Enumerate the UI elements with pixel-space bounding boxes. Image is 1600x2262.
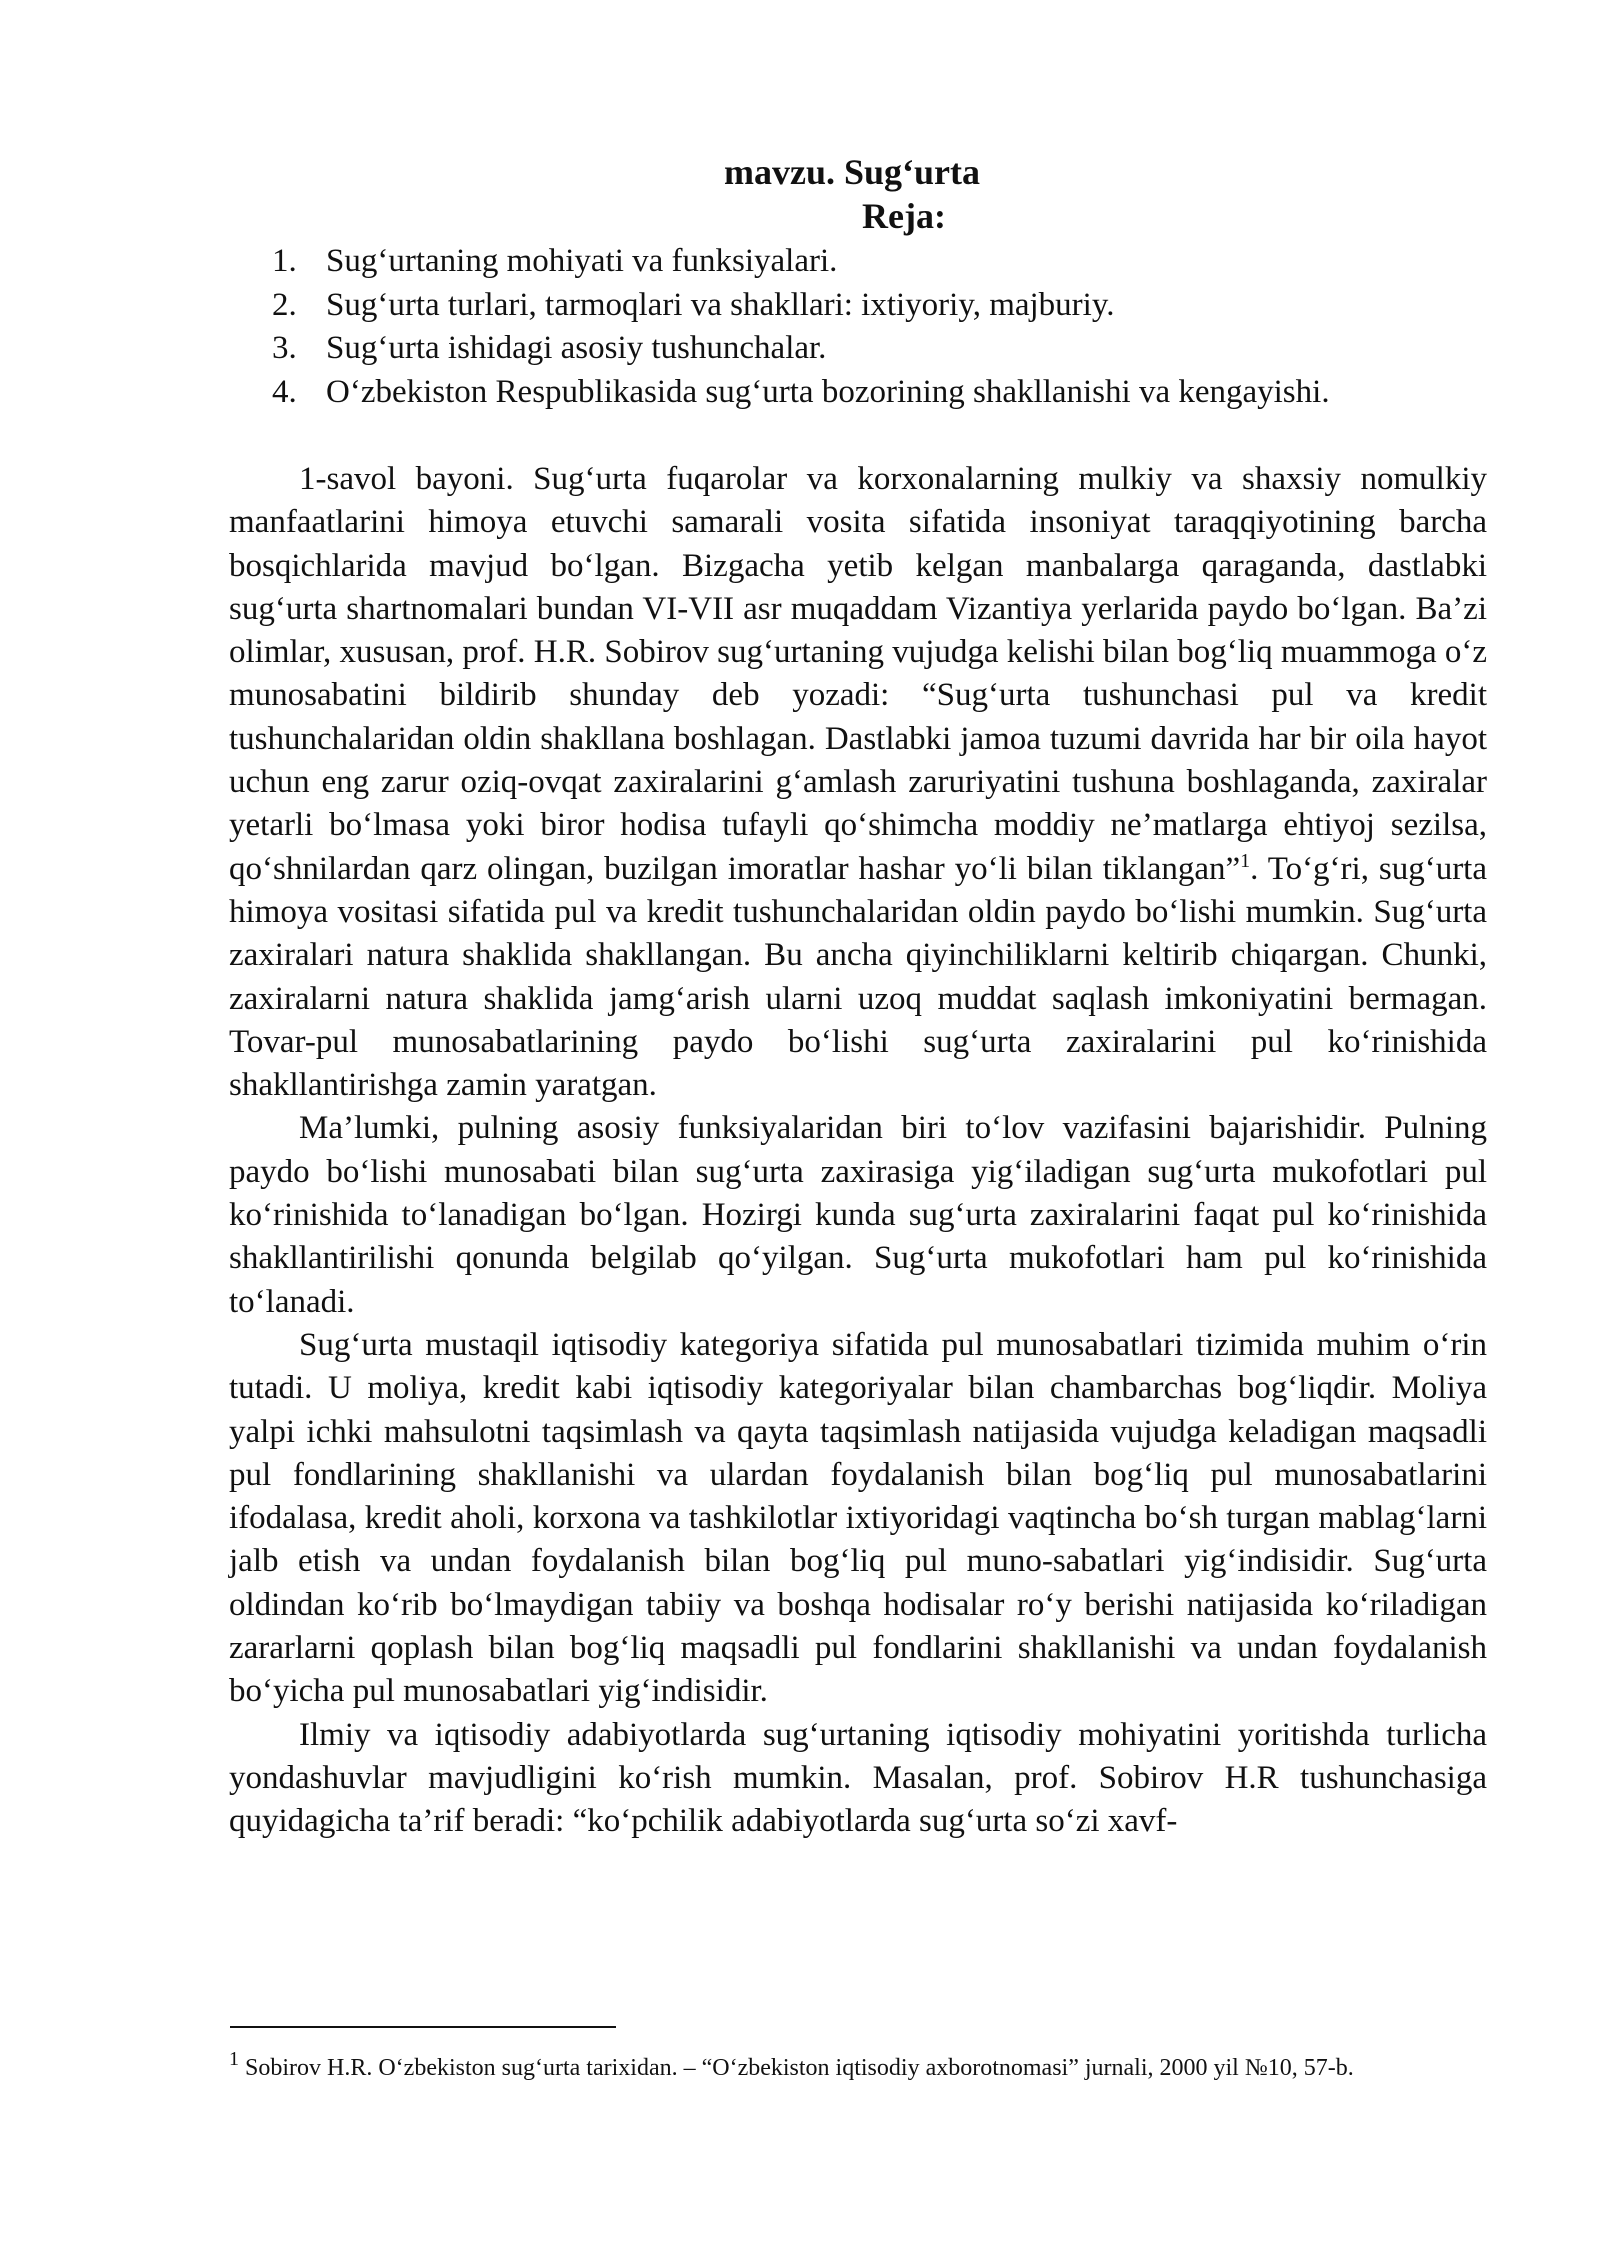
paragraph-text: 1-savol bayoni. Sug‘urta fuqarolar va korxonalarning mulkiy va shaxsiy nomulkiy manfaatlarini himoya etuvchi samarali vosita sifatida insoniyat taraqqiyotining barcha bosqichlarida mavjud bo‘lgan. Bizgacha yetib kelgan manbalarga qaraganda, dastlabki sug‘urta shartnomalari bundan VI-VII asr muqaddam Vizantiya yerlarida paydo bo‘lgan. Ba’zi olimlar, xususan, prof. H.R. Sobirov sug‘urtaning vujudga kelishi bilan bog‘liq muammoga o‘z munosabatini bildirib shunday deb yozadi: “Sug‘urta tushunchasi pul va kredit tushunchalaridan oldin shakllana boshlagan. Dastlabki jamoa tuzumi davrida har bir oila hayot uchun eng zarur oziq-ovqat zaxiralarini g‘amlash zaruriyatini tushuna boshlaganda, zaxiralar yetarli bo‘lmasa yoki biror hodisa tufayli qo‘shimcha moddiy ne’matlarga ehtiyoj sezilsa, qo‘shnilardan qarz olingan, buzilgan imoratlar hashar yo‘li bilan tiklangan” (229, 461, 1488, 887)
paragraph-text: . To‘g‘ri, sug‘urta himoya vositasi sifatida pul va kredit tushunchalaridan oldin paydo bo‘lishi mumkin. Sug‘urta zaxiralari natura shaklida shakllangan. Bu ancha qiyinchiliklarni keltirib chiqargan. Chunki, zaxiralarni natura shaklida jamg‘arish ularni uzoq muddat saqlash imkoniyatini bermagan. Tovar-pul munosabatlarining paydo bo‘lishi sug‘urta zaxiralarini pul ko‘rinishida shakllantirishga zamin yaratgan. (229, 850, 1487, 1104)
plan-heading: Reja: (862, 196, 946, 236)
footnote (229, 2046, 1487, 2090)
body-paragraph: Sug‘urta mustaqil iqtisodiy kategoriya sifatida pul munosabatlari tizimida muhim o‘rin tutadi. U moliya, kredit kabi iqtisodiy kategoriyalar bilan chambarchas bog‘liqdir. Moliya yalpi ichki mahsulotni taqsimlash va qayta taqsimlash natijasida vujudga keladigan maqsadli pul fondlarining shakllanishi va ulardan foydalanish bilan bog‘liq pul munosabatlarini ifodalasa, kredit aholi, korxona va tashkilotlar ixtiyoridagi vaqtincha bo‘sh turgan mablag‘larni jalb etish va undan foydalanish bilan bog‘liq pul muno-sabatlari yig‘indisidir. Sug‘urta oldindan ko‘rib bo‘lmaydigan tabiiy va boshqa hodisalar ro‘y berishi natijasida ko‘riladigan zararlarni qoplash bilan bog‘liq maqsadli pul fondlarini shakllanishi va undan foydalanish bo‘yicha pul munosabatlari yig‘indisidir. (229, 1326, 1487, 1710)
plan-item-number: 3. (272, 330, 297, 366)
plan-item (272, 240, 1330, 284)
plan-item-number: 1. (272, 243, 297, 279)
footnote-separator (230, 2026, 616, 2028)
document-body (229, 458, 1487, 1844)
footnote-reference: 1 (1240, 849, 1251, 872)
plan-item-text: O‘zbekiston Respublikasida sug‘urta bozorining shakllanishi va kengayishi. (326, 373, 1330, 410)
plan-item-text: Sug‘urta turlari, tarmoqlari va shakllari: ixtiyoriy, majburiy. (326, 286, 1115, 323)
footnote-mark: 1 (229, 2048, 239, 2070)
plan-item-text: Sug‘urta ishidagi asosiy tushunchalar. (326, 330, 827, 366)
plan-item-number: 4. (272, 373, 297, 410)
body-paragraph: Ilmiy va iqtisodiy adabiyotlarda sug‘urtaning iqtisodiy mohiyatini yoritishda turlicha yondashuvlar mavjudligini ko‘rish mumkin. Masalan, prof. Sobirov H.R tushunchasiga quyidagicha ta’rif beradi: “ko‘pchilik adabiyotlarda sug‘urta so‘zi xavf- (229, 1716, 1487, 1840)
plan-list (272, 240, 1330, 414)
plan-item-text: Sug‘urtaning mohiyati va funksiyalari. (326, 243, 838, 279)
plan-item-number: 2. (272, 286, 297, 323)
body-paragraph (229, 458, 1487, 1107)
plan-item (272, 284, 1330, 328)
footnote-text: Sobirov H.R. O‘zbekiston sug‘urta tarixidan. – “O‘zbekiston iqtisodiy axborotnomasi” jurnali, 2000 yil №10, 57-b. (245, 2055, 1354, 2081)
plan-item (272, 371, 1330, 415)
document-title: mavzu. Sug‘urta (724, 152, 981, 192)
body-paragraph: Ma’lumki, pulning asosiy funksiyalaridan biri to‘lov vazifasini bajarishidir. Pulning paydo bo‘lishi munosabati bilan sug‘urta zaxirasiga yig‘iladigan sug‘urta mukofotlari pul ko‘rinishida to‘lanadigan bo‘lgan. Hozirgi kunda sug‘urta zaxiralarini faqat pul ko‘rinishida shakllantirilishi qonunda belgilab qo‘yilgan. Sug‘urta mukofotlari ham pul ko‘rinishida to‘lanadi. (229, 1110, 1487, 1320)
plan-item (272, 327, 1330, 371)
